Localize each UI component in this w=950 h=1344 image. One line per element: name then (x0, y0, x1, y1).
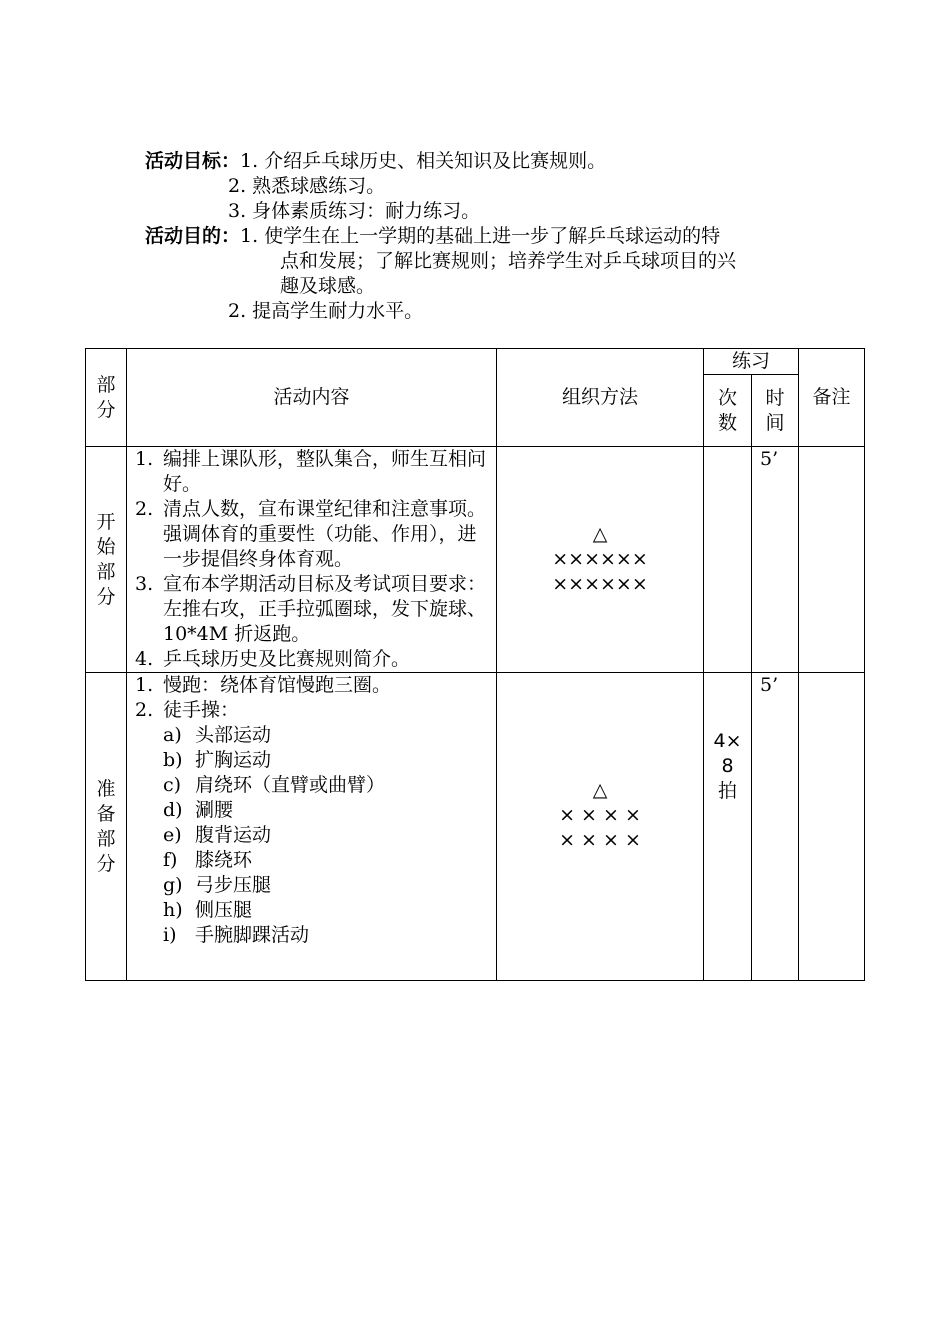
time-prep: 5’ (752, 673, 799, 981)
content-start (127, 447, 497, 673)
sub-item: g) 弓步压腿 (163, 874, 272, 896)
goal-label: 活动目标： (145, 150, 241, 172)
content-prep (127, 673, 497, 981)
goal-1: 1. 介绍乒乓球历史、相关知识及比赛规则。 (240, 150, 607, 172)
sub-item: c) 肩绕环（直臂或曲臂） (163, 774, 386, 796)
lesson-plan-table (85, 348, 865, 981)
header-count: 次 数 (704, 375, 752, 447)
purpose-1-c: 趣及球感。 (280, 275, 376, 297)
student-row: × × × × (559, 829, 641, 851)
notes-prep (799, 673, 865, 981)
list-item: 2. 清点人数，宣布课堂纪律和注意事项。强调体育的重要性（功能、作用），进一步提倡终身体育观。 (135, 498, 487, 570)
sub-item: f) 膝绕环 (163, 849, 253, 871)
part-start: 开 始 部 分 (86, 447, 127, 673)
header-content: 活动内容 (127, 349, 497, 447)
list-item: 1. 慢跑：绕体育馆慢跑三圈。 (135, 674, 392, 696)
time-start: 5’ (752, 447, 799, 673)
list-item: 2. 徒手操： (135, 699, 240, 721)
student-row: ×××××× (552, 548, 648, 570)
purpose-2: 2. 提高学生耐力水平。 (228, 300, 424, 322)
header-notes: 备注 (799, 349, 865, 447)
header-method: 组织方法 (497, 349, 704, 447)
sub-item: a) 头部运动 (163, 724, 272, 746)
notes-start (799, 447, 865, 673)
formation-diagram-start (497, 447, 704, 673)
goal-3: 3. 身体素质练习：耐力练习。 (228, 200, 481, 222)
sub-item: d) 涮腰 (163, 799, 234, 821)
purpose-1-b: 点和发展；了解比赛规则；培养学生对乒乓球项目的兴 (280, 250, 737, 272)
count-start (704, 447, 752, 673)
count-prep: 4× 8 拍 (704, 673, 752, 981)
sub-item: i) 手腕脚踝活动 (163, 924, 310, 946)
list-item: 1. 编排上课队形，整队集合，师生互相问好。 (135, 448, 487, 495)
formation-diagram-prep (497, 673, 704, 981)
purpose-label: 活动目的： (145, 225, 241, 247)
teacher-triangle: △ (592, 523, 608, 545)
student-row: ×××××× (552, 573, 648, 595)
sub-item: h) 侧压腿 (163, 899, 253, 921)
part-prep: 准 备 部 分 (86, 673, 127, 981)
goal-2: 2. 熟悉球感练习。 (228, 175, 386, 197)
sub-item: e) 腹背运动 (163, 824, 272, 846)
student-row: × × × × (559, 804, 641, 826)
list-item: 4. 乒乓球历史及比赛规则简介。 (135, 648, 411, 670)
header-part: 部 分 (86, 349, 127, 447)
teacher-triangle: △ (592, 779, 608, 801)
sub-item: b) 扩胸运动 (163, 749, 272, 771)
header-time: 时 间 (752, 375, 799, 447)
goal-line-1 (145, 149, 606, 173)
purpose-line-1 (145, 224, 720, 248)
purpose-1-a: 1. 使学生在上一学期的基础上进一步了解乒乓球运动的特 (240, 225, 721, 247)
list-item: 3. 宣布本学期活动目标及考试项目要求：左推右攻，正手拉弧圈球，发下旋球、10*4M 折返跑。 (135, 573, 487, 645)
header-practice: 练习 (704, 349, 799, 375)
